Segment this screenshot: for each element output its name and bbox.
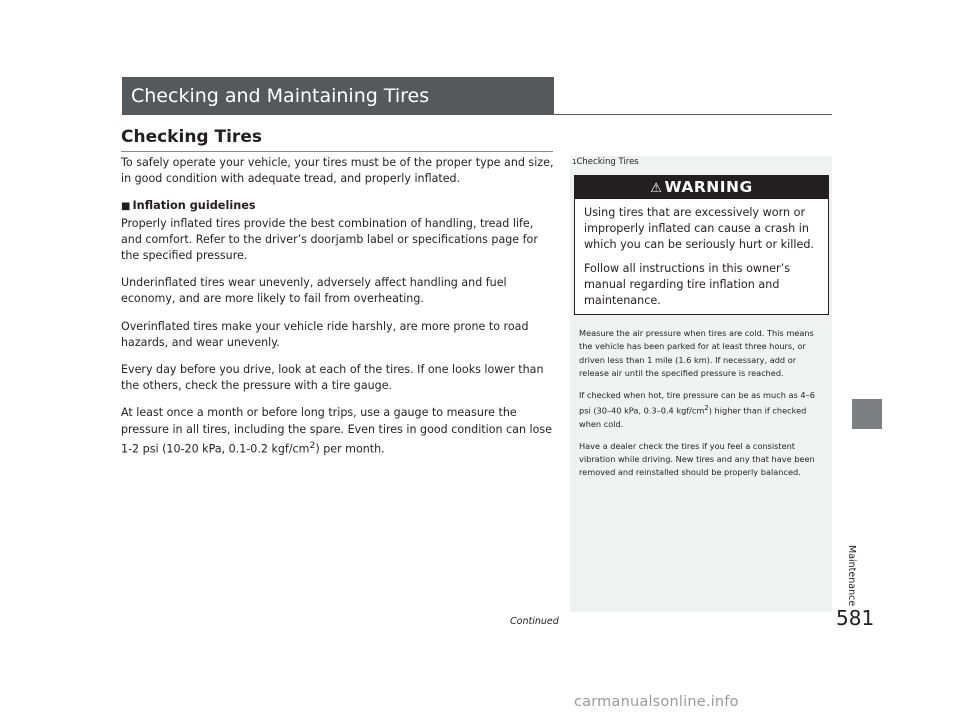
body-paragraph: Properly inflated tires provide the best combination of handling, tread life, and comfort. Refer to the driver’s doorjamb label or specifications page for the specified pressure. [121,216,538,263]
text-run: ) per month. [315,442,385,456]
title-rule [121,151,553,152]
reference-mark-icon: 1 [572,158,577,166]
page-title: Checking Tires [121,127,262,147]
subheading-text: Inflation guidelines [132,199,256,213]
body-paragraph: Every day before you drive, look at each of the tires. If one looks lower than the others, check the pressure with a tire gauge. [121,363,544,393]
chapter-tab-label: Maintenance [846,545,857,607]
note: Measure the air pressure when tires are cold. This means the vehicle has been parked for at least three hours, or driven less than 1 mile (1.6 km). If necessary, add or release air until the specified pressure is reached. [579,328,814,379]
text-run: ) higher than if checked when cold. [579,405,807,430]
note [579,389,825,432]
sidebar-label-text: Checking Tires [576,157,639,167]
text-run: At least once a month or before long trips, use a gauge to measure the pressure in all tires, including the spare. Even tires in good condition can lose 1-2 psi (10-20 kPa, 0.1-0.2 kgf/cm [121,406,552,456]
body-paragraph: Overinflated tires make your vehicle ride harshly, are more prone to road hazards, and wear unevenly. [121,319,529,349]
superscript: 2 [704,404,709,413]
banner-rule [554,114,832,115]
inflation-guidelines-heading [121,198,557,215]
text-run: If checked when hot, tire pressure can be as much as 4–6 psi (30–40 kPa, 0.3–0.4 kgf/cm [579,389,815,416]
warning-triangle-icon: ⚠ [650,181,663,196]
page-number: 581 [836,606,875,630]
sidebar-notes [579,327,825,488]
warning-body [575,199,828,309]
section-banner: Checking and Maintaining Tires [122,77,554,115]
intro-paragraph: To safely operate your vehicle, your tires must be of the proper type and size, in good condition with adequate tread, and properly inflated. [121,156,554,186]
warning-box [574,175,829,315]
warning-header [575,176,828,199]
chapter-tab [852,399,882,429]
square-bullet-icon: ■ [121,201,131,213]
warning-text: Follow all instructions in this owner’s manual regarding tire inflation and maintenance. [584,262,791,307]
watermark: carmanualsonline.info [574,694,739,710]
superscript: 2 [309,439,316,451]
sidebar-label [572,157,639,167]
note: Have a dealer check the tires if you feel a consistent vibration while driving. New tires and any that have been removed and reinstalled should be properly balanced. [579,440,815,478]
main-content [121,155,557,469]
warning-title: WARNING [664,178,753,196]
continued-label: Continued [510,616,559,627]
body-paragraph [121,405,557,457]
body-paragraph: Underinflated tires wear unevenly, adversely affect handling and fuel economy, and are more likely to fail from overheating. [121,276,507,306]
warning-text: Using tires that are excessively worn or improperly inflated can cause a crash in which you can be seriously hurt or killed. [584,206,814,251]
